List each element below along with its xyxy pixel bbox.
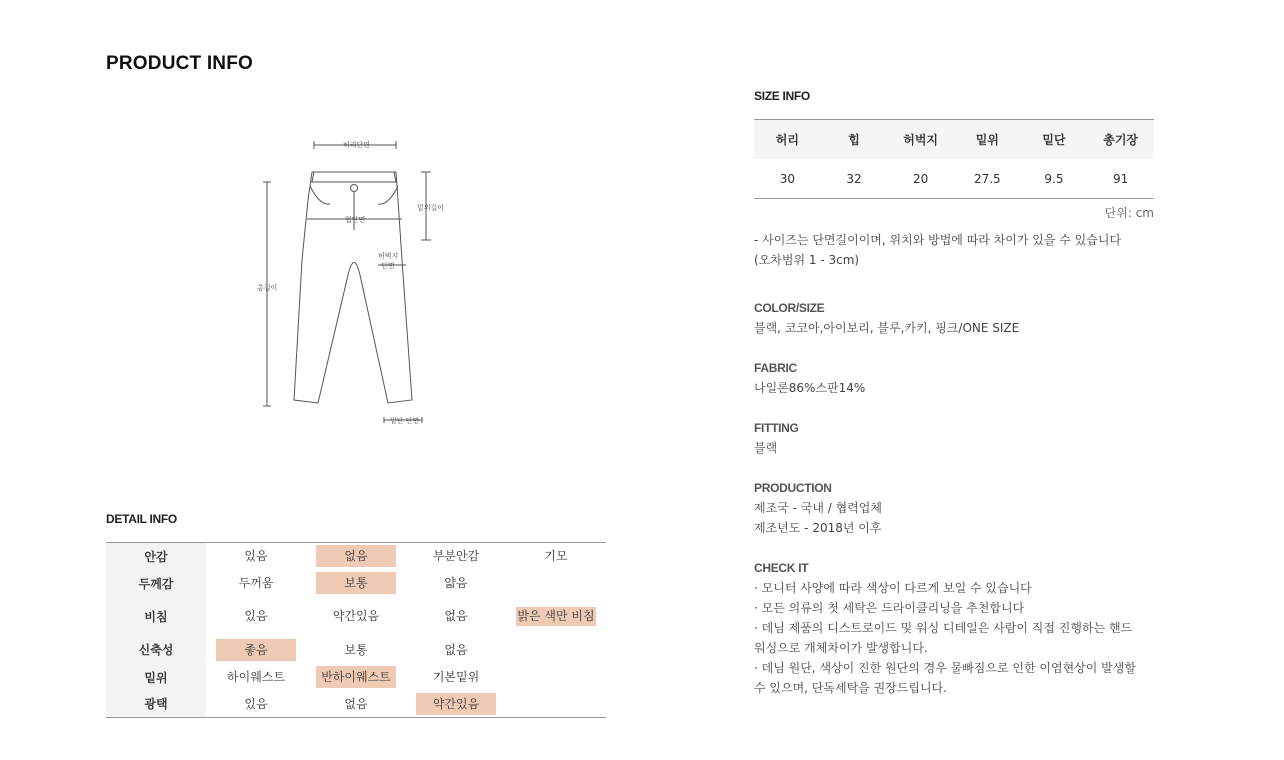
check-it-title: CHECK IT <box>754 561 809 575</box>
size-note <box>754 230 1121 270</box>
detail-option: 없음 <box>444 642 468 657</box>
detail-label: 신축성 <box>106 636 206 664</box>
thigh-label-1: 허벅지 <box>378 252 399 260</box>
thigh-label-2: 단면 <box>381 262 395 270</box>
detail-option: 보통 <box>344 642 368 657</box>
hem-label: 밑단 단면 <box>390 417 420 425</box>
color-size-value: 블랙, 코코아,아이보리, 블루,카키, 핑크/ONE SIZE <box>754 321 1020 335</box>
size-header: 허벅지 <box>887 120 954 160</box>
detail-label: 두께감 <box>106 570 206 597</box>
fabric-section <box>754 358 1154 398</box>
check-it-section <box>754 558 1154 698</box>
detail-label: 안감 <box>106 543 206 570</box>
check-it-line: 수 있으며, 단독세탁을 권장드립니다. <box>754 681 947 695</box>
detail-row-gloss <box>106 691 606 718</box>
size-value: 20 <box>913 171 929 186</box>
size-info-title: SIZE INFO <box>754 89 810 103</box>
production-title: PRODUCTION <box>754 481 832 495</box>
detail-row-stretch <box>106 636 606 664</box>
size-header: 힙 <box>821 120 888 160</box>
detail-option-selected: 밝은 색만 비침 <box>516 607 596 626</box>
size-info-table <box>754 119 1154 199</box>
size-header-row <box>754 120 1154 160</box>
detail-option-selected: 좋음 <box>216 639 296 661</box>
detail-info-table <box>106 542 606 718</box>
detail-option-selected: 약간있음 <box>416 693 496 715</box>
detail-row-thickness <box>106 570 606 597</box>
size-value: 27.5 <box>973 171 1001 186</box>
detail-option: 약간있음 <box>332 609 380 623</box>
pants-measurement-diagram <box>250 130 450 430</box>
fabric-value: 나일론86%스판14% <box>754 381 866 395</box>
production-line: 제조국 - 국내 / 협력업체 <box>754 501 882 515</box>
detail-option: 하이웨스트 <box>227 670 285 684</box>
fabric-title: FABRIC <box>754 361 797 375</box>
color-size-title: COLOR/SIZE <box>754 301 825 315</box>
detail-label: 밑위 <box>106 664 206 691</box>
detail-option: 기모 <box>544 549 568 564</box>
size-value: 9.5 <box>1044 171 1064 186</box>
detail-option-selected: 반하이웨스트 <box>316 666 396 688</box>
size-header: 허리 <box>754 120 821 160</box>
check-it-line: · 모니터 사양에 따라 색상이 다르게 보일 수 있습니다 <box>754 581 1032 595</box>
detail-option: 없음 <box>444 609 468 623</box>
detail-option: 두꺼움 <box>238 576 274 590</box>
check-it-line: 워싱으로 개체차이가 발생합니다. <box>754 641 928 655</box>
check-it-line: · 데님 원단, 색상이 진한 원단의 경우 물빠짐으로 인한 이염현상이 발생할 <box>754 661 1136 675</box>
size-header: 총기장 <box>1087 120 1154 160</box>
detail-label: 비침 <box>106 597 206 636</box>
page-title: PRODUCT INFO <box>106 53 254 74</box>
production-line: 제조년도 - 2018년 이후 <box>754 521 882 535</box>
color-size-section <box>754 298 1154 338</box>
detail-option: 있음 <box>244 696 268 711</box>
detail-row-lining <box>106 543 606 570</box>
check-it-line: · 데님 제품의 디스트로이드 및 워싱 디테일은 사람이 직접 진행하는 핸드 <box>754 621 1133 635</box>
size-value: 32 <box>846 171 862 186</box>
size-value: 30 <box>779 171 795 186</box>
detail-option: 기본밑위 <box>432 670 480 684</box>
fitting-section <box>754 418 1154 458</box>
detail-option-selected: 없음 <box>316 545 396 567</box>
total-length-label: 총길이 <box>257 284 278 292</box>
detail-info-title: DETAIL INFO <box>106 512 177 526</box>
detail-row-sheerness <box>106 597 606 636</box>
size-value: 91 <box>1113 171 1129 186</box>
size-header: 밑단 <box>1021 120 1088 160</box>
rise-label: 밑위길이 <box>417 204 445 212</box>
detail-option-selected: 보통 <box>316 572 396 594</box>
detail-row-rise <box>106 664 606 691</box>
detail-label: 광택 <box>106 691 206 718</box>
size-value-row <box>754 159 1154 199</box>
fitting-title: FITTING <box>754 421 799 435</box>
production-section <box>754 478 1154 538</box>
detail-option: 얇음 <box>444 576 468 590</box>
size-header: 밑위 <box>954 120 1021 160</box>
detail-option: 있음 <box>244 549 268 564</box>
size-note-line: - 사이즈는 단면길이이며, 위치와 방법에 따라 차이가 있을 수 있습니다 <box>754 233 1122 247</box>
waist-label: 허리단면 <box>343 141 371 149</box>
fitting-value: 블랙 <box>754 441 778 455</box>
size-unit: 단위: cm <box>1104 206 1154 220</box>
detail-option: 부분안감 <box>432 549 480 564</box>
detail-option: 없음 <box>344 696 368 711</box>
check-it-line: · 모든 의류의 첫 세탁은 드라이클리닝을 추천합니다 <box>754 601 1025 615</box>
size-note-line: (오차범위 1 - 3cm) <box>754 253 860 267</box>
hip-label: 힙단면 <box>345 216 366 224</box>
detail-option: 있음 <box>244 609 268 623</box>
